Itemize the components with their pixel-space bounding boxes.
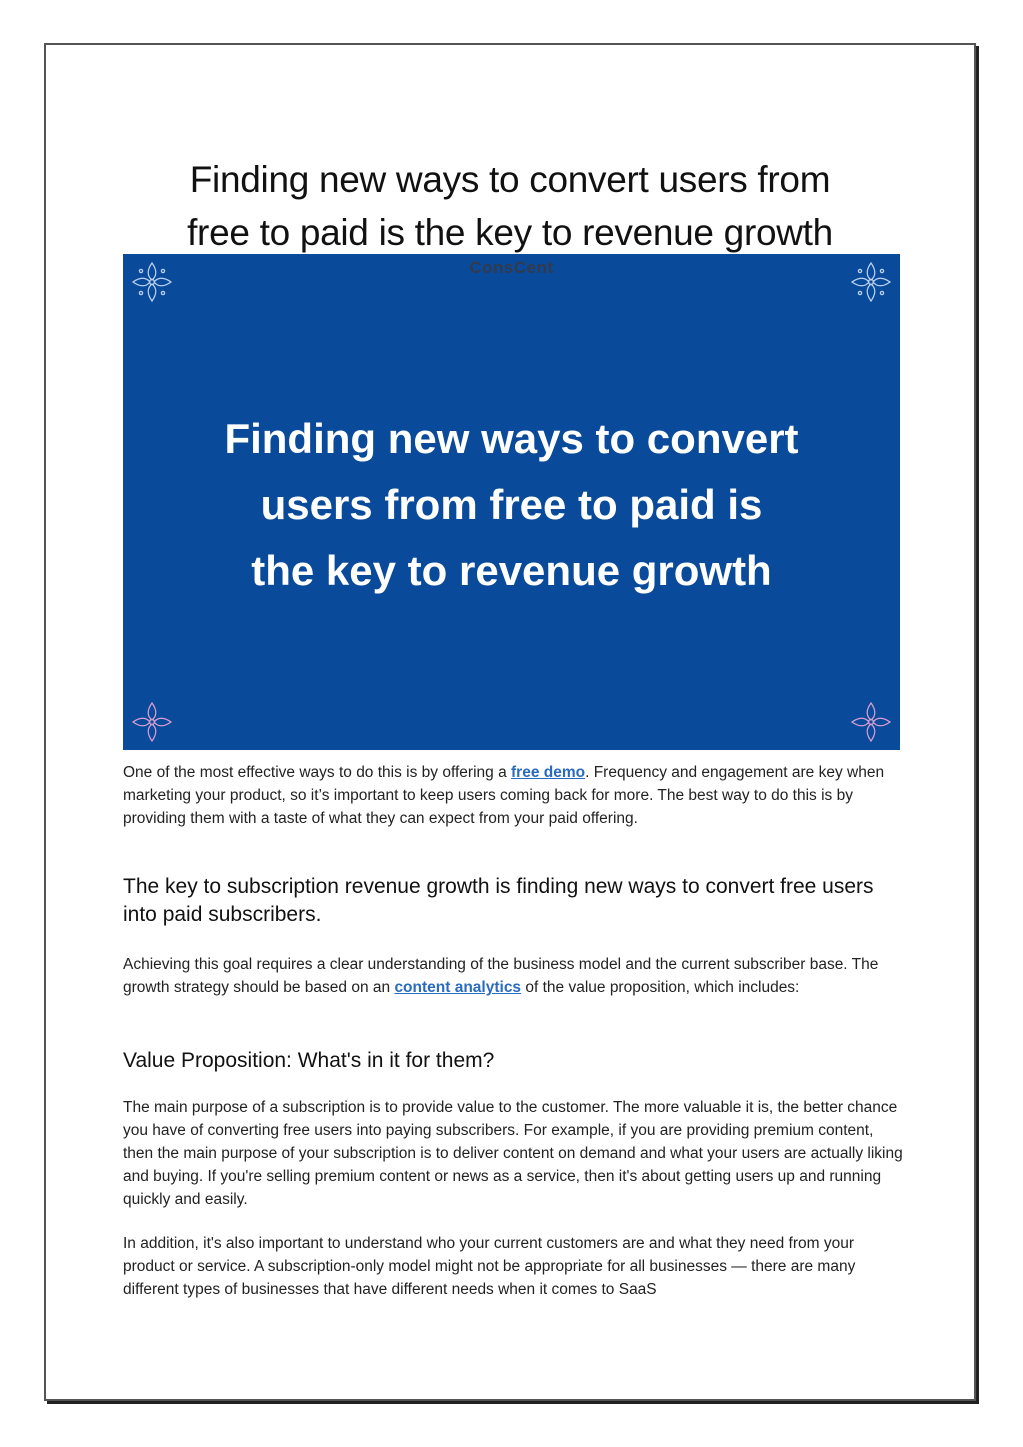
intro-text-start: One of the most effective ways to do this is by offering a bbox=[123, 764, 511, 781]
banner-heading bbox=[143, 406, 880, 604]
customers-paragraph: In addition, it's also important to understand who your current customers are and what they need from your product or service. A subscription-only model might not be appropriate for all businesses — there are many different types of businesses that have different needs when it comes to SaaS bbox=[123, 1235, 856, 1298]
title-line-1: Finding new ways to convert users from bbox=[189, 158, 831, 200]
section-heading-value-proposition: Value Proposition: What's in it for them? bbox=[123, 1049, 495, 1072]
banner-heading-line-3: the key to revenue growth bbox=[251, 547, 772, 594]
goal-text-end: of the value proposition, which includes: bbox=[521, 979, 800, 996]
goal-text-start: Achieving this goal requires a clear understanding of the business model and the current subscriber base. The growth strategy should be based on an bbox=[123, 956, 879, 996]
intro-text-end: . Frequency and engagement are key when marketing your product, so it’s important to keep users coming back for more. The best way to do this is by providing them with a taste of what they can expect from your paid offering. bbox=[123, 764, 885, 827]
mandala-ornament-icon bbox=[130, 260, 174, 304]
free-demo-link[interactable]: free demo bbox=[511, 764, 586, 781]
banner-heading-line-1: Finding new ways to convert bbox=[224, 415, 799, 462]
banner-heading-line-2: users from free to paid is bbox=[260, 481, 763, 528]
logo-text-part-2: Cent bbox=[513, 258, 554, 277]
intro-paragraph bbox=[123, 761, 903, 830]
content-analytics-link[interactable]: content analytics bbox=[394, 979, 522, 996]
mandala-ornament-icon bbox=[849, 700, 893, 744]
mandala-ornament-icon bbox=[849, 260, 893, 304]
value-paragraph: The main purpose of a subscription is to provide value to the customer. The more valuable it is, the better chance you have of converting free users into paying subscribers. For example, if you are providing premium content, then the main purpose of your subscription is to deliver content on demand and what your users are actually liking and buying. If you're selling premium content or news as a service, then it's about getting users up and running quickly and easily. bbox=[123, 1099, 903, 1208]
goal-paragraph bbox=[123, 953, 903, 999]
section-heading-subscription-growth: The key to subscription revenue growth is finding new ways to convert free users into paid subscribers. bbox=[123, 875, 874, 926]
title-line-2: free to paid is the key to revenue growth bbox=[187, 211, 833, 253]
logo-text-part-1: Cons bbox=[469, 258, 514, 277]
conscent-logo bbox=[123, 258, 900, 278]
mandala-ornament-icon bbox=[130, 700, 174, 744]
document-title bbox=[100, 153, 920, 259]
hero-banner-image bbox=[123, 254, 900, 750]
